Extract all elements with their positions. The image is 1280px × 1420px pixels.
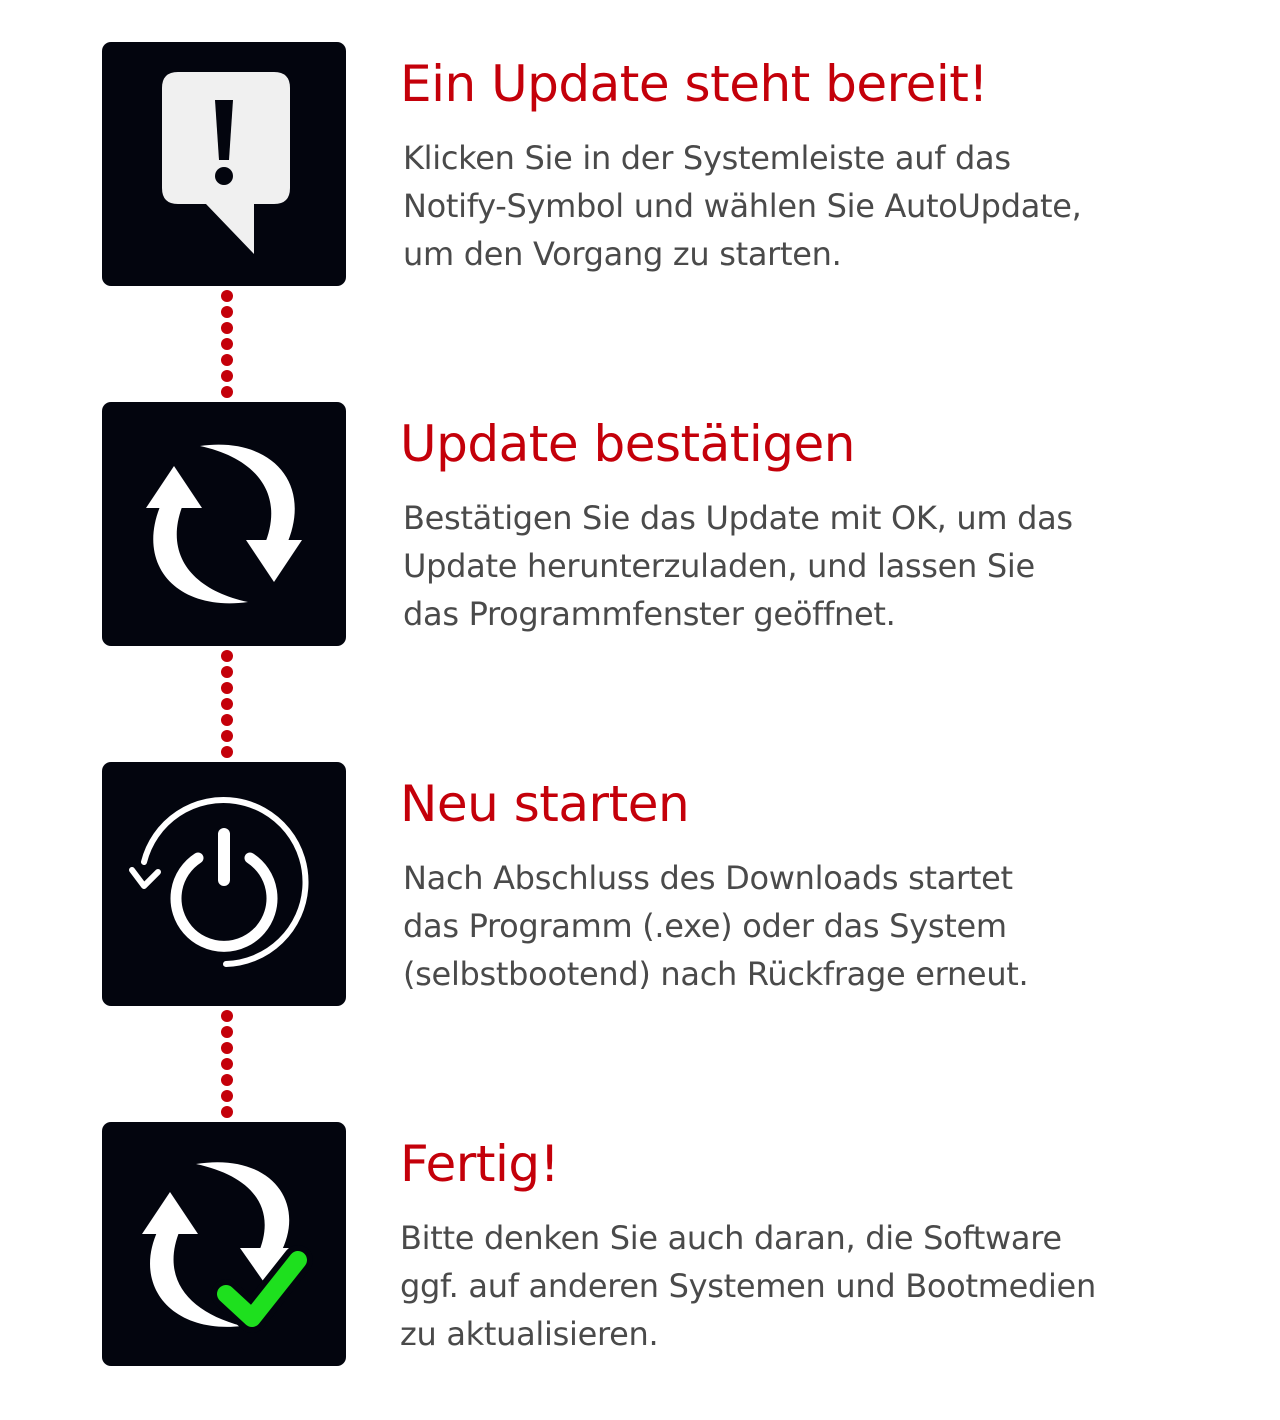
description-line: Notify-Symbol und wählen Sie AutoUpdate, (403, 187, 1082, 225)
description-line: ggf. auf anderen Systemen und Bootmedien (400, 1267, 1096, 1305)
dotted-connector (221, 1010, 233, 1120)
description-line: Klicken Sie in der Systemleiste auf das (403, 139, 1011, 177)
step-restart (0, 762, 1280, 1006)
description-line: das Programmfenster geöffnet. (403, 595, 896, 633)
description-line: um den Vorgang zu starten. (403, 235, 842, 273)
step-title: Neu starten (400, 775, 690, 833)
step-update-available (0, 42, 1280, 286)
step-description (400, 1214, 1180, 1358)
step-description (403, 134, 1183, 278)
step-description (403, 854, 1183, 998)
step-confirm-update (0, 402, 1280, 646)
refresh-arrows-icon (102, 402, 346, 646)
description-line: zu aktualisieren. (400, 1315, 659, 1353)
description-line: (selbstbootend) nach Rückfrage erneut. (403, 955, 1029, 993)
step-done (0, 1122, 1280, 1366)
step-title: Ein Update steht bereit! (400, 55, 988, 113)
step-title: Update bestätigen (400, 415, 855, 473)
description-line: das Programm (.exe) oder das System (403, 907, 1007, 945)
description-line: Nach Abschluss des Downloads startet (403, 859, 1013, 897)
step-description (403, 494, 1183, 638)
power-restart-icon (102, 762, 346, 1006)
step-title: Fertig! (400, 1135, 560, 1193)
dotted-connector (221, 290, 233, 400)
description-line: Bestätigen Sie das Update mit OK, um das (403, 499, 1073, 537)
refresh-check-icon (102, 1122, 346, 1366)
dotted-connector (221, 650, 233, 760)
description-line: Bitte denken Sie auch daran, die Software (400, 1219, 1062, 1257)
speech-bubble-exclamation-icon (102, 42, 346, 286)
description-line: Update herunterzuladen, und lassen Sie (403, 547, 1035, 585)
